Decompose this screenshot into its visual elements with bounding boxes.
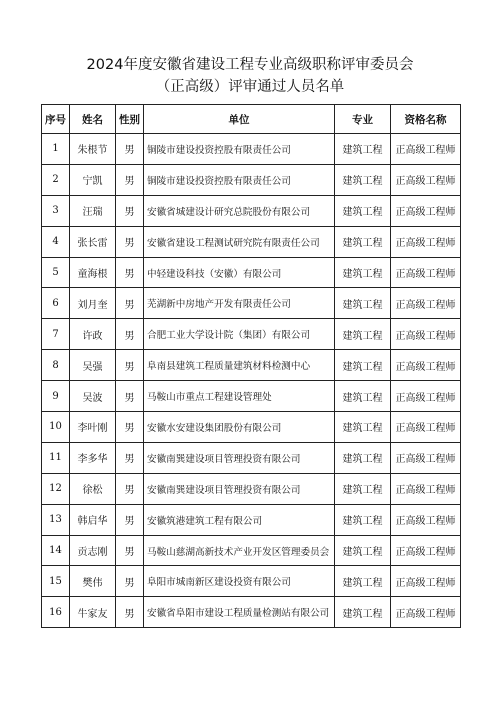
unit-cell: 合肥工业大学设计院（集团）有限公司 — [144, 319, 335, 350]
table-row — [42, 164, 461, 195]
gender-cell: 男 — [116, 226, 144, 257]
unit-cell: 阜阳市城南新区建设投资有限公司 — [144, 566, 335, 597]
name-cell: 李叶刚 — [70, 412, 116, 443]
roster-table — [41, 104, 461, 628]
name-cell: 吴波 — [70, 381, 116, 412]
table-header-row — [42, 105, 461, 134]
name-cell: 牛家友 — [70, 597, 116, 628]
gender-cell: 男 — [116, 257, 144, 288]
qualification-cell: 正高级工程师 — [391, 257, 461, 288]
qualification-cell: 正高级工程师 — [391, 412, 461, 443]
unit-cell: 安徽省建设工程测试研究院有限责任公司 — [144, 226, 335, 257]
major-cell: 建筑工程 — [335, 566, 391, 597]
unit-cell: 中轻建设科技（安徽）有限公司 — [144, 257, 335, 288]
seq-cell: 9 — [42, 381, 70, 412]
major-cell: 建筑工程 — [335, 164, 391, 195]
table-row — [42, 257, 461, 288]
qualification-cell: 正高级工程师 — [391, 195, 461, 226]
major-cell: 建筑工程 — [335, 257, 391, 288]
table-row — [42, 566, 461, 597]
gender-cell: 男 — [116, 134, 144, 165]
unit-cell: 安徽筑港建筑工程有限公司 — [144, 504, 335, 535]
header-gender: 性别 — [116, 105, 144, 134]
seq-cell: 1 — [42, 134, 70, 165]
seq-cell: 5 — [42, 257, 70, 288]
major-cell: 建筑工程 — [335, 442, 391, 473]
major-cell: 建筑工程 — [335, 319, 391, 350]
table-row — [42, 442, 461, 473]
name-cell: 韩启华 — [70, 504, 116, 535]
table-row — [42, 195, 461, 226]
table-body — [42, 134, 461, 628]
qualification-cell: 正高级工程师 — [391, 350, 461, 381]
name-cell: 汪瑞 — [70, 195, 116, 226]
seq-cell: 7 — [42, 319, 70, 350]
qualification-cell: 正高级工程师 — [391, 226, 461, 257]
qualification-cell: 正高级工程师 — [391, 504, 461, 535]
unit-cell: 安徽南巽建设项目管理投资有限公司 — [144, 442, 335, 473]
name-cell: 徐松 — [70, 473, 116, 504]
name-cell: 刘月奎 — [70, 288, 116, 319]
unit-cell: 安徽省城建设计研究总院股份有限公司 — [144, 195, 335, 226]
gender-cell: 男 — [116, 412, 144, 443]
major-cell: 建筑工程 — [335, 597, 391, 628]
qualification-cell: 正高级工程师 — [391, 597, 461, 628]
gender-cell: 男 — [116, 319, 144, 350]
qualification-cell: 正高级工程师 — [391, 164, 461, 195]
name-cell: 吴强 — [70, 350, 116, 381]
seq-cell: 10 — [42, 412, 70, 443]
document-title-line1: 2024年度安徽省建设工程专业高级职称评审委员会 — [86, 57, 414, 73]
unit-cell: 马鞍山市重点工程建设管理处 — [144, 381, 335, 412]
gender-cell: 男 — [116, 195, 144, 226]
unit-cell: 阜南县建筑工程质量建筑材料检测中心 — [144, 350, 335, 381]
major-cell: 建筑工程 — [335, 504, 391, 535]
name-cell: 童海根 — [70, 257, 116, 288]
seq-cell: 11 — [42, 442, 70, 473]
table-row — [42, 381, 461, 412]
seq-cell: 13 — [42, 504, 70, 535]
major-cell: 建筑工程 — [335, 226, 391, 257]
seq-cell: 6 — [42, 288, 70, 319]
unit-cell: 安徽南巽建设项目管理投资有限公司 — [144, 473, 335, 504]
gender-cell: 男 — [116, 350, 144, 381]
qualification-cell: 正高级工程师 — [391, 535, 461, 566]
table-row — [42, 134, 461, 165]
unit-cell: 马鞍山慈湖高新技术产业开发区管理委员会 — [144, 535, 335, 566]
seq-cell: 3 — [42, 195, 70, 226]
gender-cell: 男 — [116, 535, 144, 566]
seq-cell: 12 — [42, 473, 70, 504]
unit-cell: 安徽水安建设集团股份有限公司 — [144, 412, 335, 443]
qualification-cell: 正高级工程师 — [391, 473, 461, 504]
major-cell: 建筑工程 — [335, 381, 391, 412]
name-cell: 樊伟 — [70, 566, 116, 597]
header-unit: 单位 — [144, 105, 335, 134]
name-cell: 朱根节 — [70, 134, 116, 165]
name-cell: 贡志刚 — [70, 535, 116, 566]
name-cell: 李多华 — [70, 442, 116, 473]
major-cell: 建筑工程 — [335, 535, 391, 566]
unit-cell: 铜陵市建设投资控股有限责任公司 — [144, 134, 335, 165]
document-title-line2: （正高级）评审通过人员名单 — [155, 79, 345, 95]
qualification-cell: 正高级工程师 — [391, 381, 461, 412]
name-cell: 宁凯 — [70, 164, 116, 195]
major-cell: 建筑工程 — [335, 195, 391, 226]
header-name: 姓名 — [70, 105, 116, 134]
gender-cell: 男 — [116, 442, 144, 473]
unit-cell: 铜陵市建设投资控股有限责任公司 — [144, 164, 335, 195]
qualification-cell: 正高级工程师 — [391, 288, 461, 319]
table-row — [42, 504, 461, 535]
table-row — [42, 226, 461, 257]
gender-cell: 男 — [116, 473, 144, 504]
seq-cell: 16 — [42, 597, 70, 628]
unit-cell: 安徽省阜阳市建设工程质量检测站有限公司 — [144, 597, 335, 628]
table-row — [42, 350, 461, 381]
table-row — [42, 473, 461, 504]
seq-cell: 4 — [42, 226, 70, 257]
table-row — [42, 597, 461, 628]
name-cell: 张长雷 — [70, 226, 116, 257]
qualification-cell: 正高级工程师 — [391, 134, 461, 165]
name-cell: 许政 — [70, 319, 116, 350]
header-qualification: 资格名称 — [391, 105, 461, 134]
major-cell: 建筑工程 — [335, 134, 391, 165]
gender-cell: 男 — [116, 288, 144, 319]
seq-cell: 8 — [42, 350, 70, 381]
major-cell: 建筑工程 — [335, 350, 391, 381]
gender-cell: 男 — [116, 164, 144, 195]
qualification-cell: 正高级工程师 — [391, 319, 461, 350]
gender-cell: 男 — [116, 566, 144, 597]
gender-cell: 男 — [116, 381, 144, 412]
gender-cell: 男 — [116, 597, 144, 628]
table-row — [42, 535, 461, 566]
table-row — [42, 319, 461, 350]
header-major: 专业 — [335, 105, 391, 134]
seq-cell: 2 — [42, 164, 70, 195]
unit-cell: 芜湖新中房地产开发有限责任公司 — [144, 288, 335, 319]
major-cell: 建筑工程 — [335, 412, 391, 443]
gender-cell: 男 — [116, 504, 144, 535]
seq-cell: 15 — [42, 566, 70, 597]
seq-cell: 14 — [42, 535, 70, 566]
major-cell: 建筑工程 — [335, 473, 391, 504]
major-cell: 建筑工程 — [335, 288, 391, 319]
header-seq: 序号 — [42, 105, 70, 134]
qualification-cell: 正高级工程师 — [391, 566, 461, 597]
table-row — [42, 288, 461, 319]
qualification-cell: 正高级工程师 — [391, 442, 461, 473]
table-row — [42, 412, 461, 443]
